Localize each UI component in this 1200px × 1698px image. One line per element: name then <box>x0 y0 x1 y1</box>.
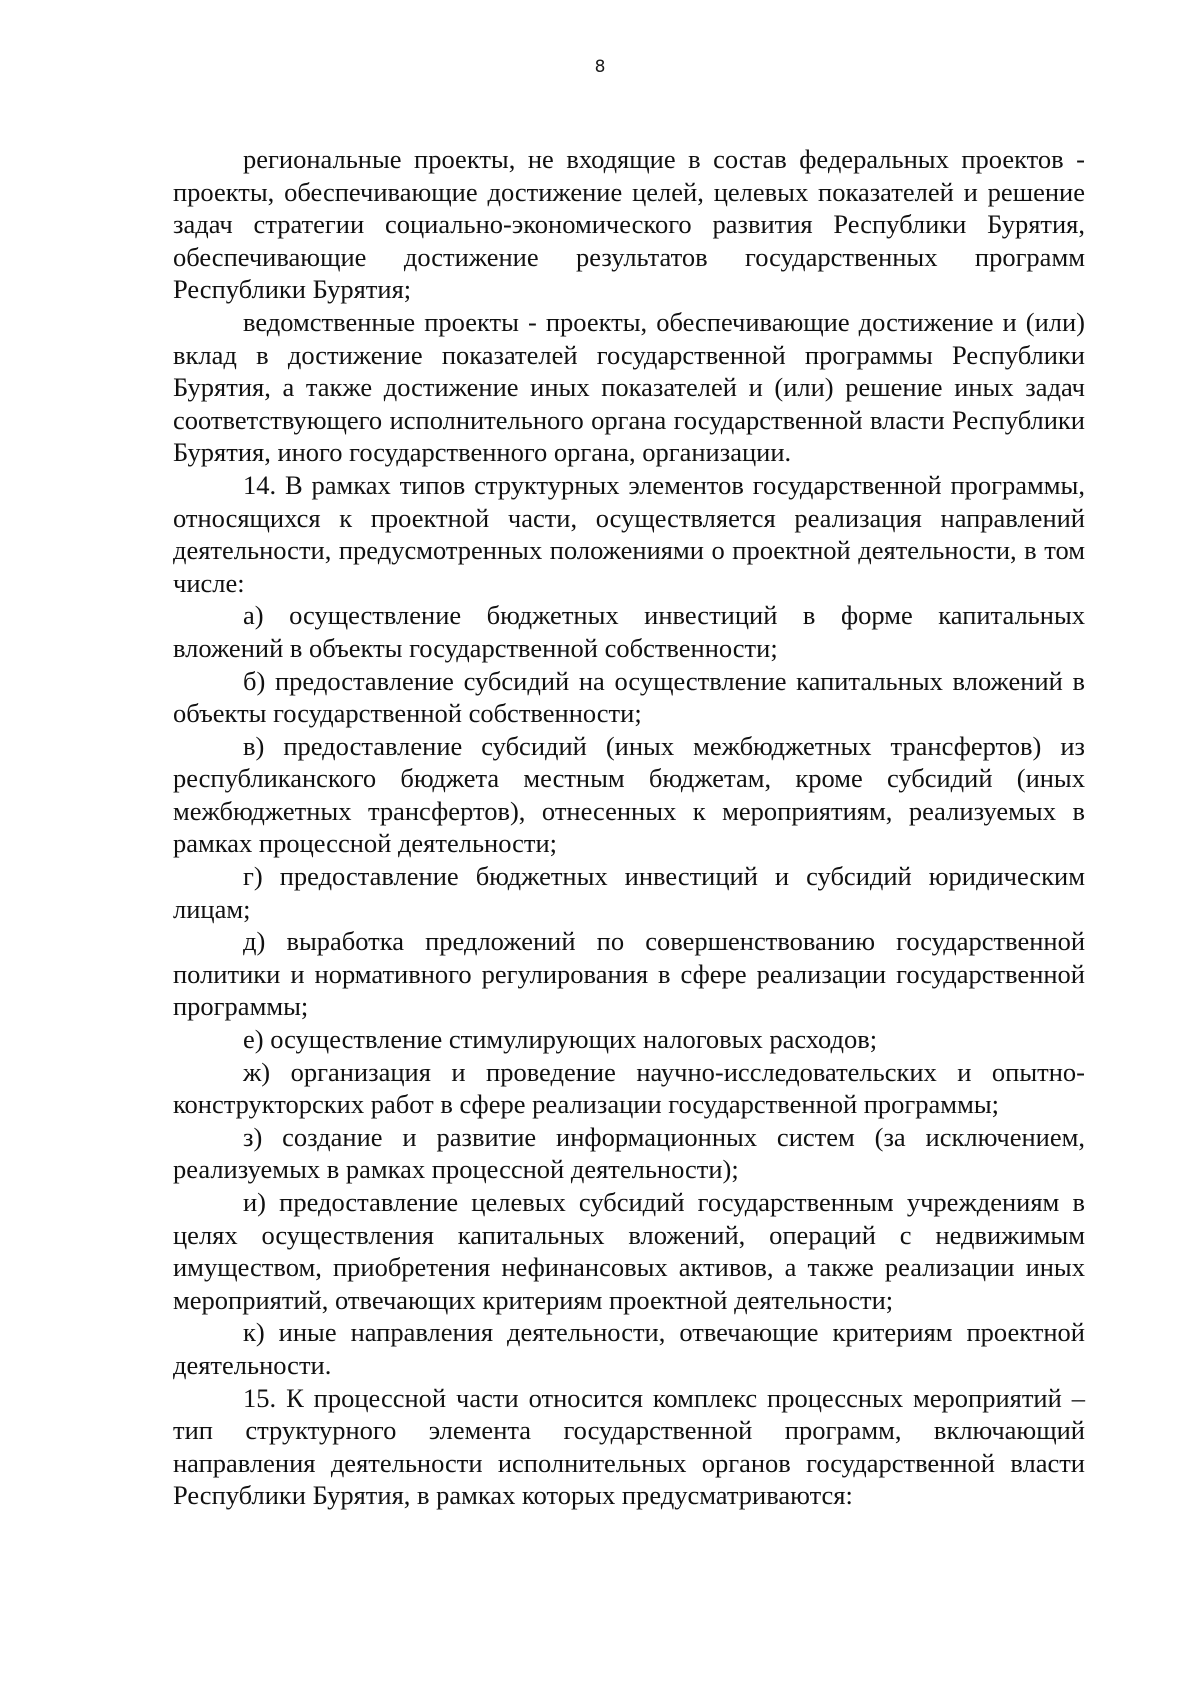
paragraph-departmental-projects: ведомственные проекты - проекты, обеспечивающие достижение и (или) вклад в достижение показателей государственной программы Республики Бурятия, а также достижение иных показателей и (или) решение иных задач соответствующего исполнительного органа государственной власти Республики Бурятия, иного государственного органа, организации. <box>173 306 1085 468</box>
page-number: 8 <box>594 57 606 77</box>
list-item-e: е) осуществление стимулирующих налоговых расходов; <box>243 1024 878 1055</box>
list-item-z: з) создание и развитие информационных систем (за исключением, реализуемых в рамках процессной деятельности); <box>173 1121 1085 1185</box>
paragraph-item-14: 14. В рамках типов структурных элементов государственной программы, относящихся к проектной части, осуществляется реализация направлений деятельности, предусмотренных положениями о проектной деятельности, в том числе: <box>173 469 1085 598</box>
list-item-a: а) осуществление бюджетных инвестиций в форме капитальных вложений в объекты государственной собственности; <box>173 600 1085 663</box>
paragraph-regional-projects: региональные проекты, не входящие в состав федеральных проектов - проекты, обеспечивающие достижение целей, целевых показателей и решение задач стратегии социально-экономического развития Республики Бурятия, обеспечивающие достижение результатов государственных программ Республики Бурятия; <box>173 144 1085 305</box>
list-item-d: д) выработка предложений по совершенствованию государственной политики и нормативного регулирования в сфере реализации государственной программы; <box>173 926 1085 1022</box>
list-item-g: г) предоставление бюджетных инвестиций и субсидий юридическим лицам; <box>173 861 1085 924</box>
list-item-b: б) предоставление субсидий на осуществление капитальных вложений в объекты государственной собственности; <box>173 665 1085 729</box>
paragraph-item-15: 15. К процессной части относится комплекс процессных мероприятий – тип структурного элемента государственной программ, включающий направления деятельности исполнительных органов государственной власти Республики Бурятия, в рамках которых предусматриваются: <box>173 1382 1085 1511</box>
list-item-zh: ж) организация и проведение научно-исследовательских и опытно-конструкторских работ в сфере реализации государственной программы; <box>173 1056 1085 1120</box>
list-item-k: к) иные направления деятельности, отвечающие критериям проектной деятельности. <box>173 1317 1085 1380</box>
document-body <box>173 143 1085 1512</box>
list-item-i: и) предоставление целевых субсидий государственным учреждениям в целях осуществления капитальных вложений, операций с недвижимым имуществом, приобретения нефинансовых активов, а также реализации иных мероприятий, отвечающих критериям проектной деятельности; <box>173 1187 1085 1315</box>
list-item-v: в) предоставление субсидий (иных межбюджетных трансфертов) из республиканского бюджета местным бюджетам, кроме субсидий (иных межбюджетных трансфертов), отнесенных к мероприятиям, реализуемых в рамках процессной деятельности; <box>173 730 1085 859</box>
